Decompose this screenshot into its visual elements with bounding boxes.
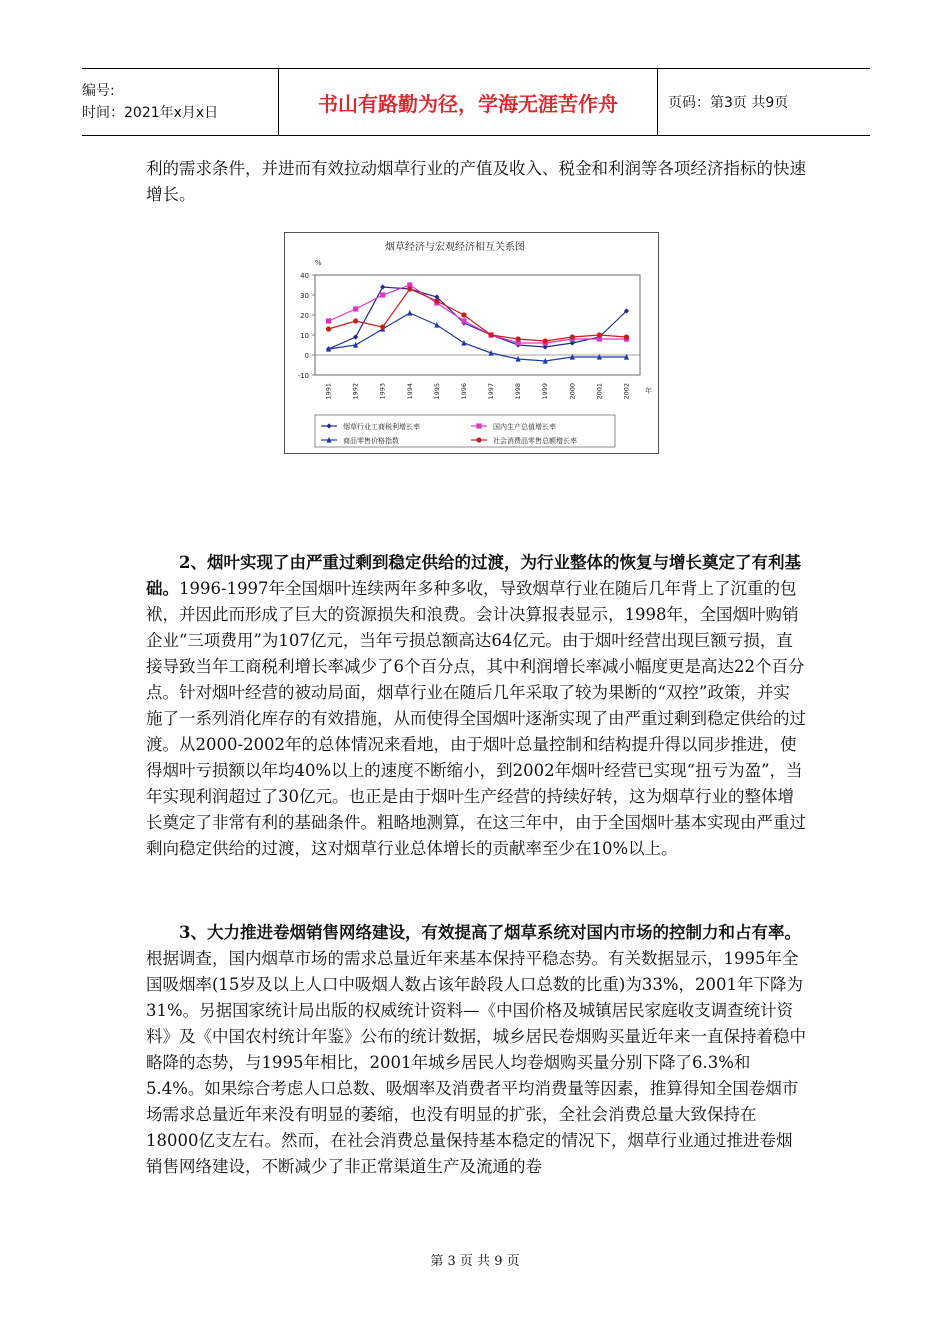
data-point [380,324,385,329]
section2-body: 1996-1997年全国烟叶连续两年多种多收，导致烟草行业在随后几年背上了沉重的包袱，并因此而形成了巨大的资源损失和浪费。会计决算报表显示，1998年，全国烟叶购销企业“三项费用”为107亿元，当年亏损总额高达64亿元。由于烟叶经营出现巨额亏损，直接导致当年工商税利增长率减少了6个百分点，其中利润增长率减小幅度更是高达22个百分点。针对烟叶经营的被动局面，烟草行业在随后几年采取了较为果断的“双控”政策，并实施了一系列消化库存的有效措施，从而使得全国烟叶逐渐实现了由严重过剩到稳定供给的过渡。从2000-2002年的总体情况来看地，由于烟叶总量控制和结构提升得以同步推进，使得烟叶亏损额以年均40%以上的速度不断缩小，到2002年烟叶经营已实现“扭亏为盈”，当年实现利润超过了30亿元。也正是由于烟叶生产经营的持续好转，这为烟草行业的整体增长奠定了非常有利的基础条件。粗略地测算，在这三年中，由于全国烟叶基本实现由严重过剩向稳定供给的过渡，这对烟草行业总体增长的贡献率至少在10%以上。 [146,579,806,858]
data-point [353,306,358,311]
header-page-info: 页码：第3页 共9页 [668,95,789,111]
x-tick-label: 1998 [514,383,523,400]
data-point [353,334,358,339]
legend-marker [476,423,481,428]
chart-svg [285,233,658,453]
section3-paragraph [146,920,806,1180]
y-tick-label: 20 [300,312,309,320]
series-line-3 [329,289,627,341]
legend-marker [476,437,481,442]
data-point [326,318,331,323]
section3-heading: 3、大力推进卷烟销售网络建设，有效提高了烟草系统对国内市场的控制力和占有率。 [179,923,801,942]
data-point [326,326,331,331]
series-line-2 [329,313,627,361]
x-tick-label: 1999 [541,383,550,400]
x-tick-label: 2001 [595,383,604,400]
section2-paragraph [146,550,806,862]
data-point [353,318,358,323]
chart-ylabel: % [315,259,322,267]
y-tick-label: 30 [300,292,309,300]
chart-legend [315,415,615,447]
data-point [624,334,629,339]
chart-plot-area [298,272,640,400]
data-point [461,340,466,346]
x-tick-label: 1996 [459,383,468,400]
legend-label: 商品零售价格指数 [343,437,399,445]
chart-title: 烟草经济与宏观经济相互关系图 [385,242,525,253]
data-point [516,336,521,341]
y-tick-label: 0 [304,352,309,360]
legend-label: 烟草行业工商税利增长率 [343,423,420,431]
intro-paragraph: 利的需求条件，并进而有效拉动烟草行业的产值及收入、税金和利润等各项经济指标的快速增长。 [146,159,806,204]
header-meta [82,69,278,135]
header-slogan: 书山有路勤为径，学海无涯苦作舟 [318,91,618,116]
legend-label: 社会消费品零售总额增长率 [493,437,577,445]
y-tick-label: 10 [300,332,309,340]
chart-figure [284,232,659,454]
x-tick-label: 1993 [378,383,387,400]
header-time: 时间：2021年x月x日 [82,105,219,121]
data-point [543,338,548,343]
data-point [461,318,466,323]
data-point [597,332,602,337]
x-tick-label: 2002 [622,383,631,400]
data-point [407,310,412,316]
legend-label: 国内生产总值增长率 [493,423,556,431]
page-header [82,68,870,136]
section2-heading: 2、烟叶实现了由严重过剩到稳定供给的过渡，为行业整体的恢复与增长奠定了有利基础。 [146,553,801,598]
x-tick-label: 1992 [351,383,360,400]
data-point [380,284,385,289]
x-tick-label: 2000 [568,383,577,400]
series-line-0 [329,287,627,349]
y-tick-label: -10 [297,372,309,380]
data-point [434,298,439,303]
y-tick-label: 40 [300,272,309,280]
page-footer: 第 3 页 共 9 页 [430,1254,520,1269]
x-tick-label: 1991 [324,383,333,400]
x-tick-label: 1997 [487,383,496,400]
header-slogan-cell [278,69,658,135]
x-tick-label: 1994 [405,383,414,400]
chart-xlabel: 年 [645,387,652,395]
data-point [407,286,412,291]
data-point [570,334,575,339]
section3-body: 根据调查，国内烟草市场的需求总量近年来基本保持平稳态势。有关数据显示，1995年全国吸烟率(15岁及以上人口中吸烟人数占该年龄段人口总数的比重)为33%，2001年下降为31%。另据国家统计局出版的权威统计资料—《中国价格及城镇居民家庭收支调查统计资料》及《中国农村统计年鉴》公布的统计数据，城乡居民卷烟购买量近年来一直保持着稳中略降的态势，与1995年相比，2001年城乡居民人均卷烟购买量分别下降了6.3%和5.4%。如果综合考虑人口总数、吸烟率及消费者平均消费量等因素，推算得知全国卷烟市场需求总量近年来没有明显的萎缩，也没有明显的扩张，全社会消费总量大致保持在18000亿支左右。然而，在社会消费总量保持基本稳定的情况下，烟草行业通过推进卷烟销售网络建设，不断减少了非正常渠道生产及流通的卷 [146,949,806,1176]
data-point [380,292,385,297]
header-number: 编号: [82,83,115,99]
data-point [488,332,493,337]
data-point [461,312,466,317]
x-tick-label: 1995 [432,383,441,400]
